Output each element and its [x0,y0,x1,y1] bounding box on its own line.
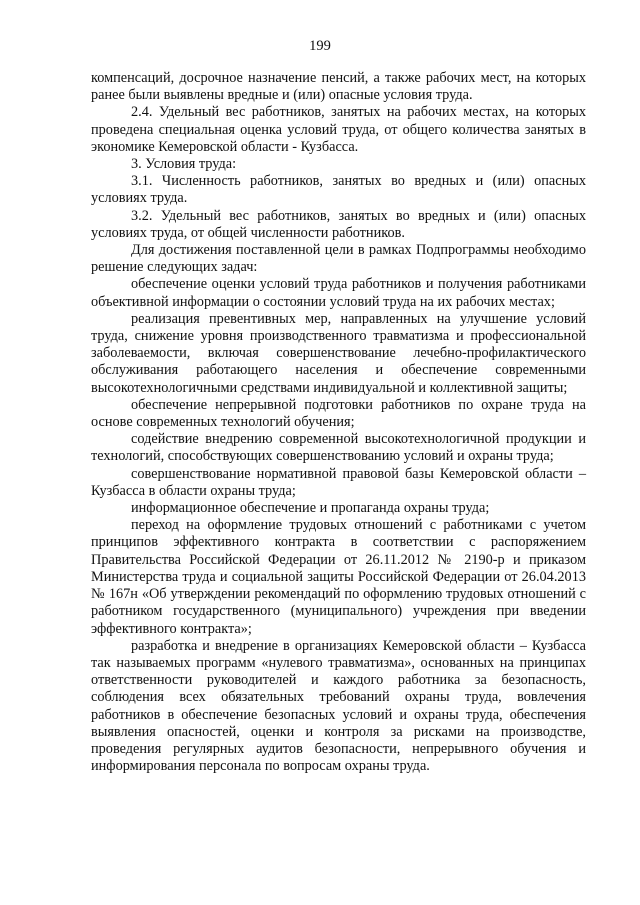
paragraph-indicator-3-2: 3.2. Удельный вес работников, занятых во вредных и (или) опасных условиях труда, от общей численности работников. [91,207,586,241]
paragraph-task-6: информационное обеспечение и пропаганда охраны труда; [131,500,490,517]
document-body [91,70,586,775]
paragraph-task-8: разработка и внедрение в организациях Кемеровской области – Кузбасса так называемых программ «нулевого травматизма», основанных на принципах ответственности руководителей и каждого работника за безопасность, соблюдения всех обязательных требований охраны труда, вовлечения работников в обеспечение безопасных условий и охраны труда, обеспечения выявления опасностей, оценки и контроля за рисками на производстве, проведения регулярных аудитов безопасности, непрерывного обучения и информирования персонала по вопросам охраны труда. [91,637,586,775]
paragraph-task-7: переход на оформление трудовых отношений с работниками с учетом принципов эффективного контракта в соответствии с распоряжением Правительства Российской Федерации от 26.11.2012 № 2190-р и приказом Министерства труда и социальной защиты Российской Федерации от 26.04.2013 № 167н «Об утверждении рекомендаций по оформлению трудовых отношений с работником государственного (муниципального) учреждения при введении эффективного контракта»; [91,517,586,637]
paragraph-continuation: компенсаций, досрочное назначение пенсий, а также рабочих мест, на которых ранее были выявлены вредные и (или) опасные условия труда. [91,70,586,104]
paragraph-indicator-2-4: 2.4. Удельный вес работников, занятых на рабочих местах, на которых проведена специальная оценка условий труда, от общего количества занятых в экономике Кемеровской области - Кузбасса. [91,104,586,155]
paragraph-task-5: совершенствование нормативной правовой базы Кемеровской области – Кузбасса в области охраны труда; [91,465,586,499]
page-number: 199 [309,38,331,54]
paragraph-task-2: реализация превентивных мер, направленных на улучшение условий труда, снижение уровня производственного травматизма и профессиональной заболеваемости, включая совершенствование лечебно-профилактического обслуживания работающего населения и обеспечение современными высокотехнологичными средствами индивидуальной и коллективной защиты; [91,310,586,396]
paragraph-task-3: обеспечение непрерывной подготовки работников по охране труда на основе современных технологий обучения; [91,396,586,431]
paragraph-task-4: содействие внедрению современной высокотехнологичной продукции и технологий, способствующих совершенствованию условий и охраны труда; [91,431,586,465]
paragraph-task-1: обеспечение оценки условий труда работников и получения работниками объективной информации о состоянии условий труда на их рабочих местах; [91,276,586,310]
paragraph-indicator-3-1: 3.1. Численность работников, занятых во вредных и (или) опасных условиях труда. [91,173,586,207]
paragraph-tasks-intro: Для достижения поставленной цели в рамках Подпрограммы необходимо решение следующих задач: [91,242,586,276]
paragraph-section-3-heading: 3. Условия труда: [131,156,237,173]
